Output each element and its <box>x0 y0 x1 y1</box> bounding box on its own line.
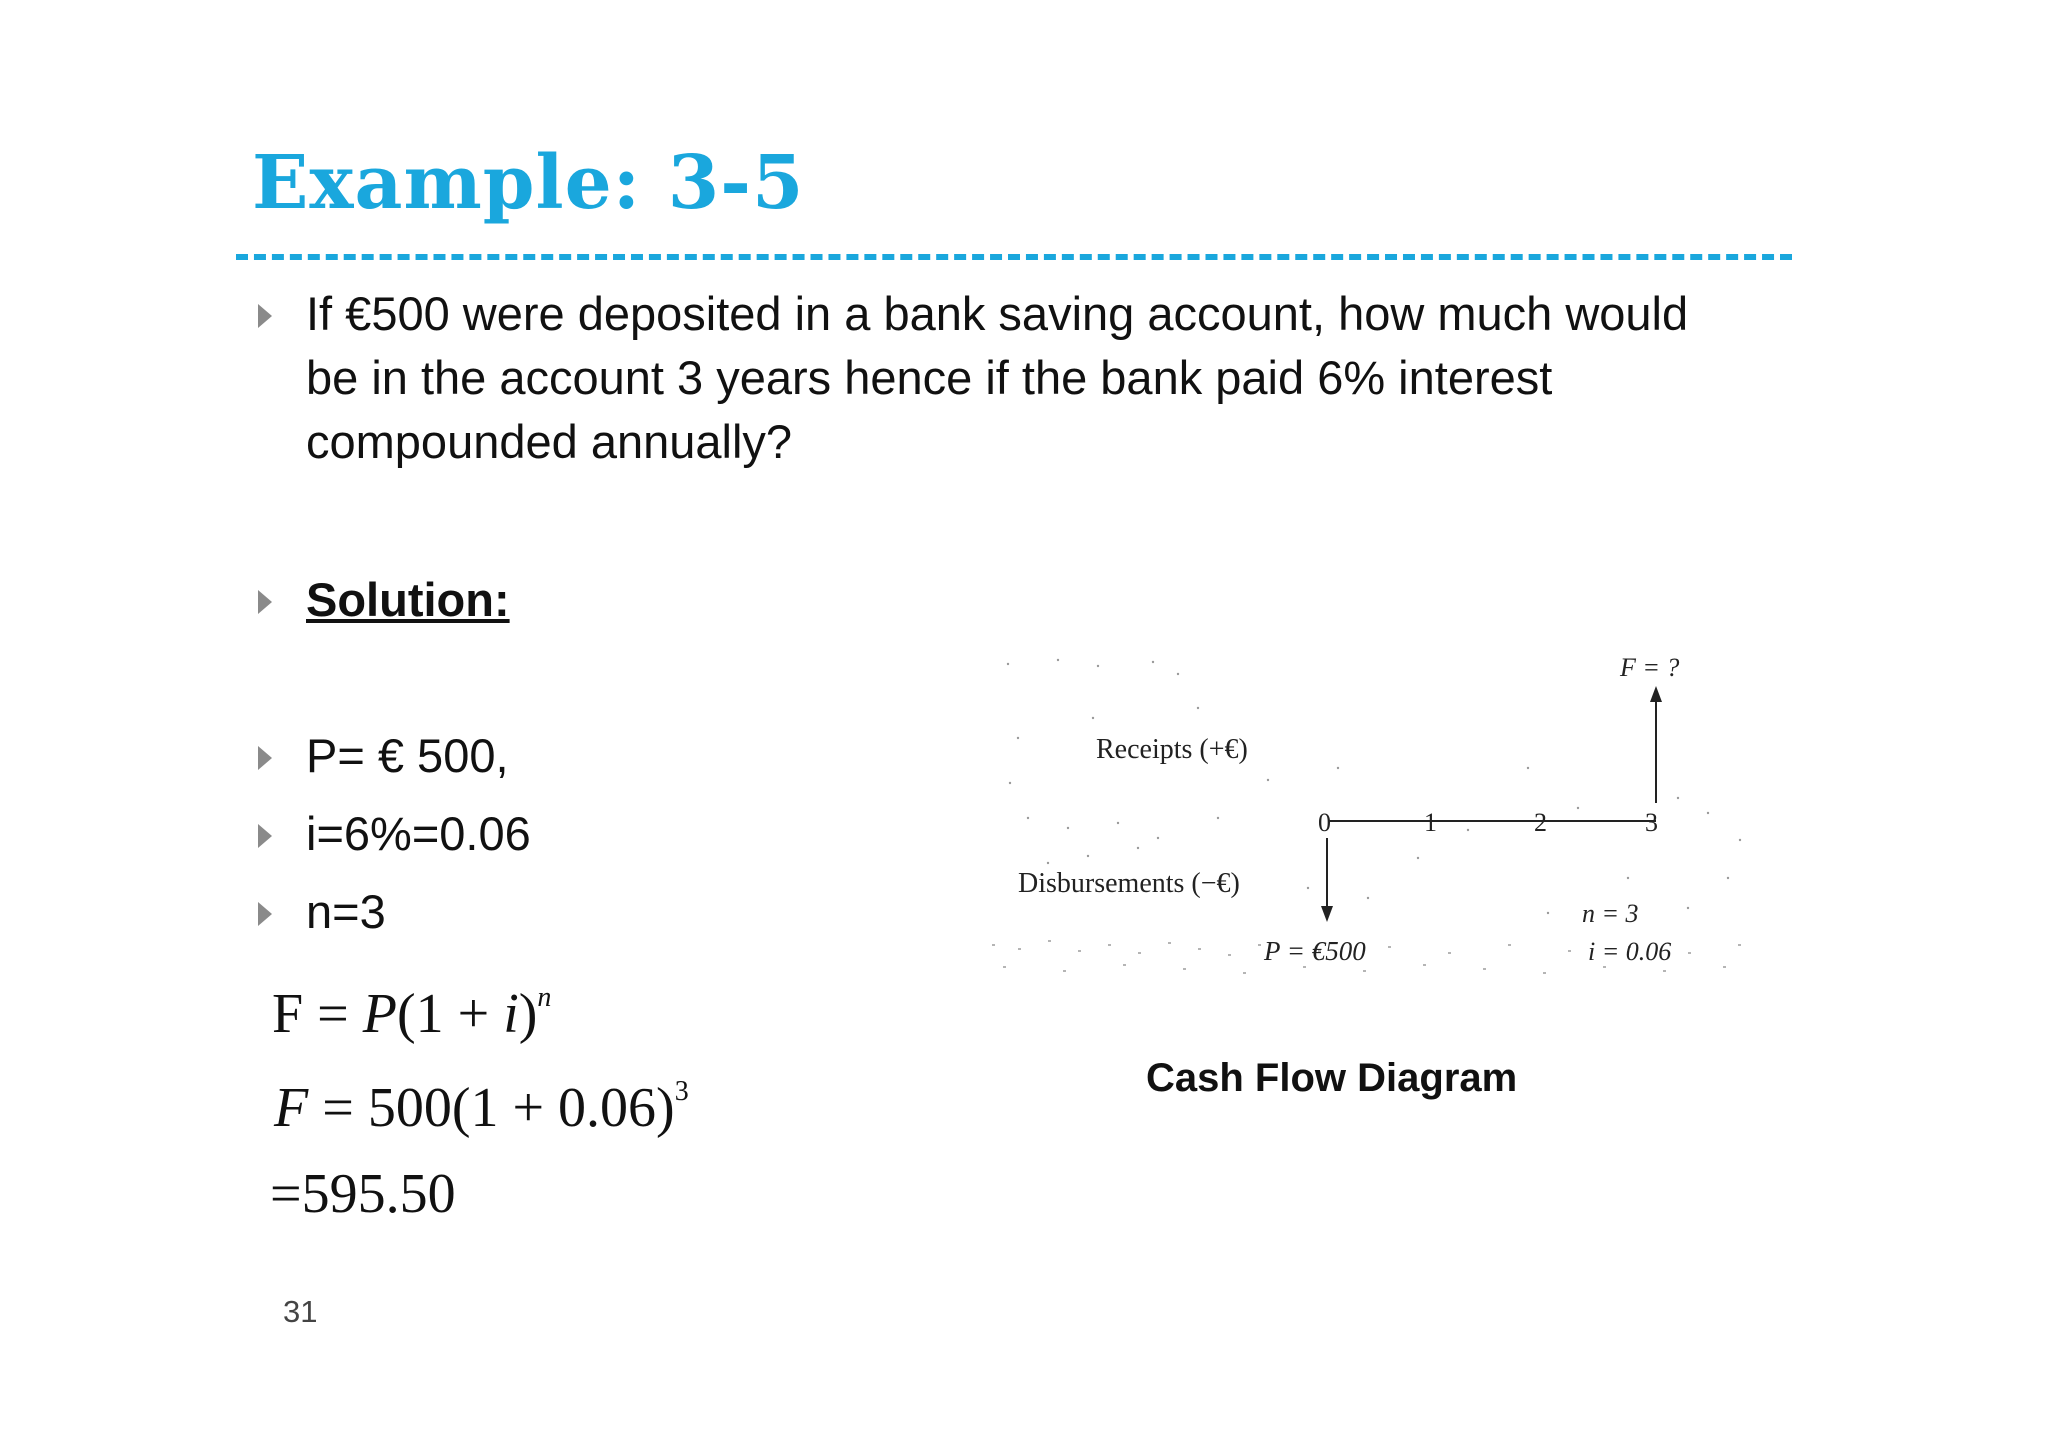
future-value-label: F = ? <box>1620 653 1680 682</box>
page-number: 31 <box>283 1294 318 1329</box>
bullet-arrow-icon <box>258 304 272 328</box>
period-label: 3 <box>1645 808 1658 837</box>
present-value-label: P = €500 <box>1264 936 1366 966</box>
bullet-arrow-icon <box>258 746 272 770</box>
question-line: be in the account 3 years hence if the bank paid 6% interest <box>306 351 1553 404</box>
formula-result: =595.50 <box>270 1163 456 1225</box>
disbursements-label: Disbursements (−€) <box>1018 868 1240 899</box>
formula-substituted: $F = 500(1 + 0.06)^3$ <box>274 1076 689 1139</box>
question-line: compounded annually? <box>306 415 793 468</box>
n-label: n = 3 <box>1582 899 1639 928</box>
bullet-arrow-icon <box>258 590 272 614</box>
future-arrow-head-icon <box>1650 686 1662 702</box>
period-label: 1 <box>1424 808 1437 837</box>
title-divider <box>236 254 1792 260</box>
question-line: If €500 were deposited in a bank saving account, how much would <box>306 287 1689 340</box>
given-principal: P= € 500, <box>306 729 509 782</box>
given-rate: i=6%=0.06 <box>306 807 531 860</box>
receipts-label: Receipts (+€) <box>1096 734 1248 765</box>
period-label: 2 <box>1534 808 1547 837</box>
present-arrow-head-icon <box>1321 906 1333 922</box>
given-periods: n=3 <box>306 885 386 938</box>
i-label: i = 0.06 <box>1588 937 1672 966</box>
slide-title: Example: 3-5 <box>252 140 805 226</box>
period-label: 0 <box>1318 808 1331 837</box>
question-text <box>306 282 1688 474</box>
formula-general: $F = P(1 + i)^n$ <box>272 982 552 1045</box>
diagram-caption: Cash Flow Diagram <box>1146 1056 1518 1100</box>
cash-flow-diagram <box>988 648 1768 1000</box>
bullet-arrow-icon <box>258 902 272 926</box>
solution-heading: Solution: <box>306 573 510 626</box>
bullet-arrow-icon <box>258 824 272 848</box>
